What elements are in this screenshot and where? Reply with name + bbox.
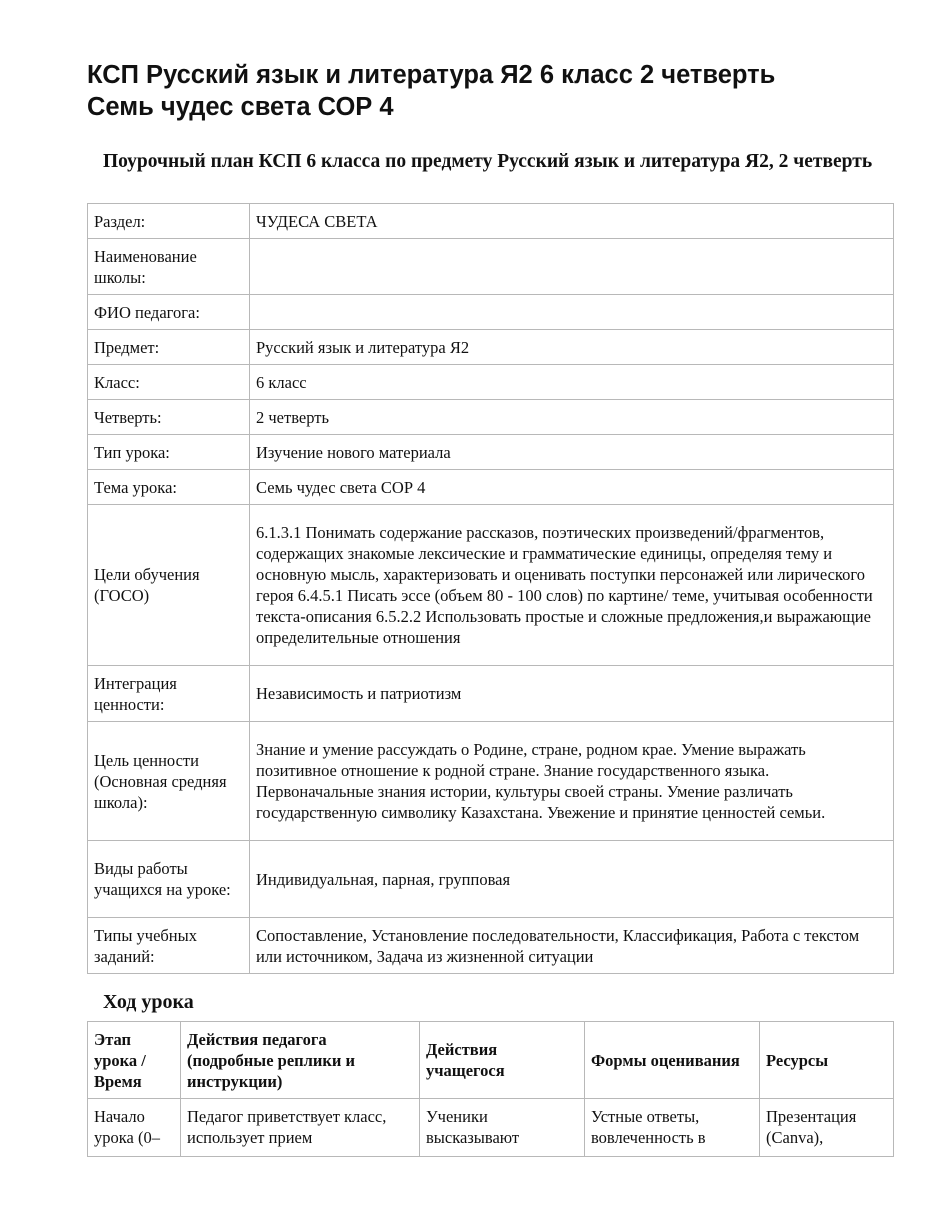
info-key-value-goal: Цель ценности (Основная средняя школа): (88, 722, 250, 841)
table-row (88, 666, 894, 722)
info-key-learning-goals: Цели обучения (ГОСО) (88, 505, 250, 666)
cell-student-actions-text: Ученики высказывают (426, 1107, 520, 1147)
table-row (88, 204, 894, 239)
plan-subtitle: Поурочный план КСП 6 класса по предмету Русский язык и литература Я2, 2 четверть (103, 151, 873, 172)
column-header-stage: Этап урока / Время (88, 1022, 181, 1099)
cell-teacher-actions-text: Педагог приветствует класс, использует прием (187, 1107, 387, 1147)
table-row (88, 365, 894, 400)
table-row (88, 435, 894, 470)
table-row (88, 841, 894, 918)
info-key-grade: Класс: (88, 365, 250, 400)
info-value-task-types: Сопоставление, Установление последовательности, Классификация, Работа с текстом или источником, Задача из жизненной ситуации (250, 918, 894, 974)
info-value-school (250, 239, 894, 295)
cell-student-actions (420, 1099, 585, 1157)
info-key-subject: Предмет: (88, 330, 250, 365)
document-title (87, 59, 887, 123)
lesson-progress-heading: Ход урока (103, 991, 194, 1013)
table-header-row (88, 1022, 894, 1099)
cell-assessment-text: Устные ответы, вовлеченность в (591, 1107, 706, 1147)
table-row (88, 1099, 894, 1157)
cell-resources-text: Презентация (Canva), (766, 1107, 857, 1147)
document-title-line-2: Семь чудес света СОР 4 (87, 93, 394, 121)
info-value-subject: Русский язык и литература Я2 (250, 330, 894, 365)
cell-resources (760, 1099, 894, 1157)
column-header-assessment: Формы оценивания (585, 1022, 760, 1099)
table-row (88, 295, 894, 330)
info-value-lesson-topic: Семь чудес света СОР 4 (250, 470, 894, 505)
info-value-grade: 6 класс (250, 365, 894, 400)
table-row (88, 400, 894, 435)
cell-stage (88, 1099, 181, 1157)
info-key-lesson-type: Тип урока: (88, 435, 250, 470)
info-key-value-integration: Интеграция ценности: (88, 666, 250, 722)
table-row (88, 918, 894, 974)
info-value-learning-goals: 6.1.3.1 Понимать содержание рассказов, поэтических произведений/фрагментов, содержащих знакомые лексические и грамматические единицы, определяя тему и основную мысль, характеризовать и оценивать поступки персонажей или лирического героя 6.4.5.1 Писать эссе (объем 80 - 100 слов) по картине/ теме, учитывая особенности текста-описания 6.5.2.2 Использовать простые и сложные предложения,и выражающие определительные отношения (250, 505, 894, 666)
cell-assessment (585, 1099, 760, 1157)
info-key-section: Раздел: (88, 204, 250, 239)
table-row (88, 722, 894, 841)
info-value-work-types: Индивидуальная, парная, групповая (250, 841, 894, 918)
document-title-line-1: КСП Русский язык и литература Я2 6 класс 2 четверть (87, 61, 776, 89)
info-key-quarter: Четверть: (88, 400, 250, 435)
info-value-value-integration: Независимость и патриотизм (250, 666, 894, 722)
cell-teacher-actions (181, 1099, 420, 1157)
info-value-quarter: 2 четверть (250, 400, 894, 435)
table-row (88, 470, 894, 505)
info-key-school: Наименование школы: (88, 239, 250, 295)
info-value-lesson-type: Изучение нового материала (250, 435, 894, 470)
table-row (88, 505, 894, 666)
column-header-teacher-actions: Действия педагога (подробные реплики и инструкции) (181, 1022, 420, 1099)
info-key-lesson-topic: Тема урока: (88, 470, 250, 505)
info-key-task-types: Типы учебных заданий: (88, 918, 250, 974)
table-row (88, 330, 894, 365)
info-value-teacher (250, 295, 894, 330)
lesson-progress-table (87, 1021, 894, 1157)
table-row (88, 239, 894, 295)
info-key-work-types: Виды работы учащихся на уроке: (88, 841, 250, 918)
column-header-student-actions: Действия учащегося (420, 1022, 585, 1099)
cell-stage-text: Начало урока (0– (94, 1107, 160, 1147)
lesson-info-table (87, 203, 894, 974)
info-value-value-goal: Знание и умение рассуждать о Родине, стране, родном крае. Умение выражать позитивное отношение к родной стране. Знание государственного языка. Первоначальные знания истории, культуры своей страны. Умение различать государственную символику Казахстана. Увежение и принятие ценностей семьи. (250, 722, 894, 841)
column-header-resources: Ресурсы (760, 1022, 894, 1099)
info-value-section: ЧУДЕСА СВЕТА (250, 204, 894, 239)
info-key-teacher: ФИО педагога: (88, 295, 250, 330)
